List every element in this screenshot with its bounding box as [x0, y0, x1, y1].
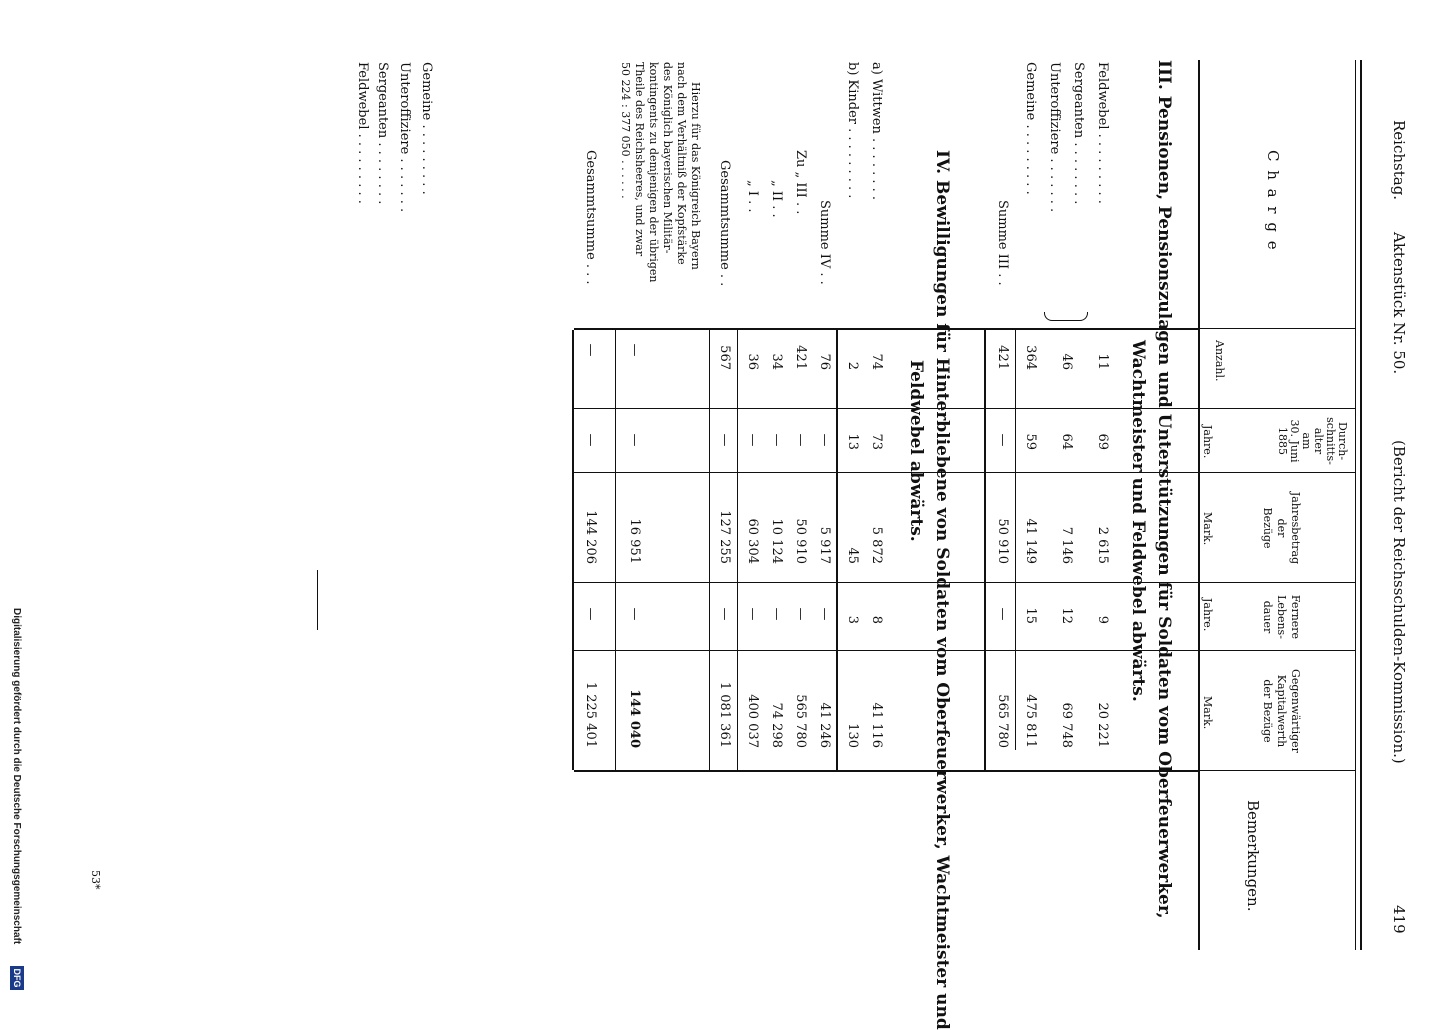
summe-iii-anzahl: 421 [995, 345, 1010, 370]
unit-mark-2: Mark. [1201, 696, 1214, 730]
zu-iii-kapitalwerth: 565 780 [793, 694, 808, 748]
gemeine-lebensdauer: 15 [1023, 607, 1038, 624]
zu-i-anzahl: 36 [745, 353, 760, 370]
unit-jahre-1: Jahre. [1201, 425, 1214, 459]
body-col-sep-4 [574, 582, 1200, 583]
zu-i-lebensdauer: — [745, 607, 760, 621]
sergeanten-jahresbetrag: 7 146 [1059, 526, 1074, 564]
label-summe-iv: Summe IV . . [817, 200, 832, 285]
section-3-title-line-2: Wachtmeister und Feldwebel abwärts. [1128, 340, 1148, 702]
header-rule-top [1360, 60, 1362, 950]
dfg-credit: Digitalisierung gefördert durch die Deutsche Forschungsgemeinschaft [11, 608, 22, 945]
body-col-sep-3 [574, 472, 1200, 473]
total-jahresbetrag: 144 206 [583, 510, 598, 564]
col-sep-3 [1200, 472, 1356, 473]
table-row-label: Sergeanten . . . . . . . . [375, 62, 390, 205]
column-header-charge: C h a r g e [1264, 150, 1282, 252]
feldwebel-anzahl: 11 [1095, 353, 1110, 370]
gesammt-1-alter: — [717, 433, 732, 447]
kinder-alter: 13 [845, 433, 860, 450]
section-4-title-line-1: IV. Bewilligungen für Hinterbliebene von Soldaten vom Oberfeuerwerker, Wachtmeister und [932, 150, 952, 1030]
col-sep-1 [1200, 328, 1356, 329]
column-header-kapitalwerth: Gegenwärtiger Kapitalwerth der Bezüge [1261, 669, 1302, 753]
zu-iii-alter: — [793, 433, 808, 447]
label-feldwebel: Feldwebel . . . . . . . . . [1095, 62, 1110, 204]
zu-i-alter: — [745, 433, 760, 447]
label-gesammtsumme-2: Gesammtsumme . . . [583, 150, 598, 285]
total-lebensdauer: — [583, 607, 598, 621]
bavaria-lebensdauer: — [627, 607, 642, 621]
body-col-sep-1 [574, 328, 1200, 330]
body-col-sep-5 [574, 650, 1200, 651]
table-row-label: Gemeine . . . . . . . . . [419, 62, 434, 195]
summe-iii-kapitalwerth: 565 780 [995, 694, 1010, 748]
wittwen-anzahl: 74 [869, 353, 884, 370]
column-header-alter: Durch- schnitts- alter am 30. Juni 1885 [1276, 417, 1349, 465]
header-left: Reichstag. [1390, 120, 1408, 201]
sergeanten-alter: 64 [1059, 433, 1074, 450]
wittwen-lebensdauer: 8 [869, 615, 884, 624]
gesammt-1-lebensdauer: — [717, 607, 732, 621]
column-header-lebensdauer: Fernere Lebens- dauer [1261, 594, 1302, 640]
label-gemeine: Gemeine . . . . . . . . . [1023, 62, 1038, 195]
gesammt-1-kapitalwerth: 1 081 361 [717, 681, 732, 748]
wittwen-jahresbetrag: 5 872 [869, 526, 884, 564]
bavaria-kapitalwerth: 144 040 [627, 689, 642, 748]
stray-rule [317, 570, 318, 630]
page-number: 419 [1390, 905, 1408, 934]
feldwebel-alter: 69 [1095, 433, 1110, 450]
kinder-lebensdauer: 3 [845, 615, 860, 624]
col-sep-6 [1200, 770, 1356, 771]
gesammt-1-jahresbetrag: 127 255 [717, 510, 732, 564]
gesammt-rule [737, 330, 738, 770]
zu-ii-jahresbetrag: 10 124 [769, 518, 784, 564]
label-summe-iii: Summe III . . [995, 200, 1010, 286]
zu-i-jahresbetrag: 60 304 [745, 518, 760, 564]
sum-rule-4 [836, 330, 838, 770]
summe-iv-anzahl: 76 [817, 353, 832, 370]
gesammt-1-anzahl: 567 [717, 345, 732, 370]
zu-iii-lebensdauer: — [793, 607, 808, 621]
unit-jahre-2: Jahre. [1201, 598, 1214, 632]
kinder-jahresbetrag: 45 [845, 547, 860, 564]
table-row-label: Feldwebel . . . . . . . . . [355, 62, 370, 204]
bavaria-anzahl: — [627, 343, 642, 357]
bavaria-rule [709, 330, 710, 770]
gemeine-anzahl: 364 [1023, 345, 1038, 370]
table-row-label: Unteroffiziere . . . . . . . [397, 62, 412, 213]
header-rule-bottom [1198, 60, 1200, 950]
zu-iii-anzahl: 421 [793, 345, 808, 370]
sum-rule-3 [1015, 330, 1016, 750]
label-zu-i: „ I . . [745, 180, 760, 213]
zu-ii-alter: — [769, 433, 784, 447]
total-alter: — [583, 433, 598, 447]
feldwebel-kapitalwerth: 20 221 [1095, 702, 1110, 748]
body-col-sep-2 [574, 408, 1200, 409]
total-end-rule [572, 330, 574, 770]
sergeanten-anzahl: 46 [1059, 353, 1074, 370]
gemeine-kapitalwerth: 475 811 [1023, 694, 1038, 748]
summe-iv-alter: — [817, 433, 832, 447]
zu-ii-anzahl: 34 [769, 353, 784, 370]
header-right: (Bericht der Reichsschulden-Kommission.) [1390, 440, 1408, 764]
section-3-end-rule [984, 330, 986, 770]
row-bracket [1044, 312, 1088, 321]
column-header-bemerkungen: Bemerkungen. [1244, 800, 1262, 912]
total-kapitalwerth: 1 225 401 [583, 681, 598, 748]
col-sep-5 [1200, 650, 1356, 651]
bavaria-alter: — [627, 433, 642, 447]
summe-iv-jahresbetrag: 5 917 [817, 526, 832, 564]
body-col-sep-6 [574, 770, 1200, 772]
label-zu-ii: „ II . . [769, 180, 784, 218]
feldwebel-lebensdauer: 9 [1095, 615, 1110, 624]
wittwen-kapitalwerth: 41 116 [869, 702, 884, 748]
summe-iii-alter: — [995, 433, 1010, 447]
zu-i-kapitalwerth: 400 037 [745, 694, 760, 748]
gemeine-alter: 59 [1023, 433, 1038, 450]
section-3-title-line-1: III. Pensionen, Pensionszulagen und Unterstützungen für Soldaten vom Oberfeuerwerker, [1154, 60, 1174, 919]
section-4-title-line-2: Feldwebel abwärts. [906, 360, 926, 542]
kinder-anzahl: 2 [845, 361, 860, 370]
label-wittwen: a) Wittwen . . . . . . . . [869, 62, 884, 201]
feldwebel-jahresbetrag: 2 615 [1095, 526, 1110, 564]
header-middle: Aktenstück Nr. 50. [1390, 232, 1408, 375]
zu-ii-kapitalwerth: 74 298 [769, 702, 784, 748]
label-sergeanten: Sergeanten . . . . . . . . [1071, 62, 1086, 205]
col-sep-4 [1200, 582, 1356, 583]
column-header-jahresbetrag: Jahresbetrag der Bezüge [1261, 491, 1302, 565]
zu-iii-jahresbetrag: 50 910 [793, 518, 808, 564]
summe-iii-jahresbetrag: 50 910 [995, 518, 1010, 564]
kinder-kapitalwerth: 130 [845, 723, 860, 748]
label-gesammtsumme-1: Gesammtsumme . . [717, 160, 732, 287]
sergeanten-kapitalwerth: 69 748 [1059, 702, 1074, 748]
zu-ii-lebensdauer: — [769, 607, 784, 621]
bavaria-jahresbetrag: 16 951 [627, 518, 642, 564]
dfg-logo: DFG [10, 966, 24, 990]
col-sep-2 [1200, 408, 1356, 409]
bavaria-text: Hierzu für das Königreich Bayern nach dem Verhältniß der Kopfstärke des Königlich bayerischen Militär- kontingents zu demjenigen der übrigen Theile des Reichsheeres, und zwar 50 224 : 377 050 . . . . . . [619, 62, 702, 283]
summe-iv-kapitalwerth: 41 246 [817, 702, 832, 748]
label-zu-iii: Zu „ III . . [793, 150, 808, 215]
label-unteroffiziere: Unteroffiziere . . . . . . . [1047, 62, 1062, 213]
total-anzahl: — [583, 343, 598, 357]
sergeanten-lebensdauer: 12 [1059, 607, 1074, 624]
total-rule [615, 330, 616, 770]
gemeine-jahresbetrag: 41 149 [1023, 518, 1038, 564]
unit-mark-1: Mark. [1201, 512, 1214, 546]
column-header-anzahl: Anzahl. [1213, 340, 1226, 382]
wittwen-alter: 73 [869, 433, 884, 450]
signature-mark: 53* [89, 870, 102, 890]
header-rule-top-thin [1355, 60, 1356, 950]
summe-iii-lebensdauer: — [995, 607, 1010, 621]
summe-iv-lebensdauer: — [817, 607, 832, 621]
label-kinder: b) Kinder . . . . . . . . . [845, 62, 860, 199]
